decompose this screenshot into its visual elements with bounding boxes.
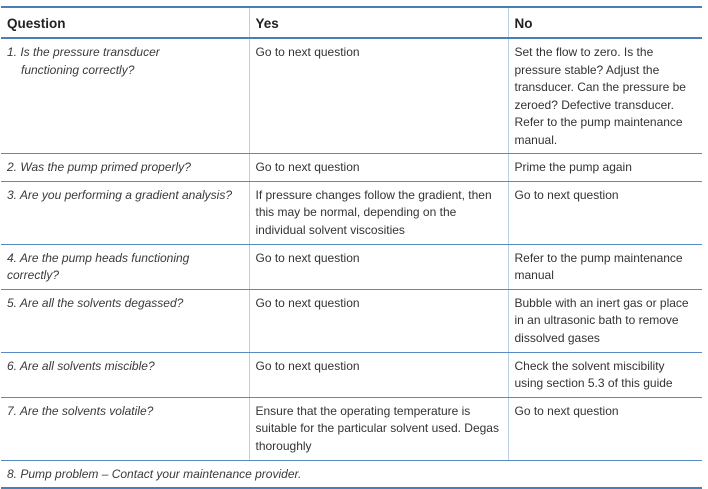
no-cell: Prime the pump again [508,154,702,182]
header-yes: Yes [249,7,508,38]
question-cell: 2. Was the pump primed properly? [1,154,249,182]
question-cell: 6. Are all solvents miscible? [1,352,249,397]
table-row [1,244,702,289]
table-row [1,38,702,154]
yes-cell: If pressure changes follow the gradient, then this may be normal, depending on the individual solvent viscosities [249,181,508,244]
no-cell: Go to next question [508,181,702,244]
yes-cell: Go to next question [249,38,508,154]
question-cell: 4. Are the pump heads functioning correctly? [1,244,249,289]
footer-row [1,460,702,488]
table-row [1,154,702,182]
yes-cell: Go to next question [249,289,508,352]
table-row [1,289,702,352]
no-cell: Refer to the pump maintenance manual [508,244,702,289]
yes-cell: Ensure that the operating temperature is suitable for the particular solvent used. Degas thoroughly [249,397,508,460]
yes-cell: Go to next question [249,352,508,397]
no-cell: Bubble with an inert gas or place in an ultrasonic bath to remove dissolved gases [508,289,702,352]
no-cell: Go to next question [508,397,702,460]
question-cell: 7. Are the solvents volatile? [1,397,249,460]
footer-row-cell: 8. Pump problem – Contact your maintenance provider. [1,460,702,488]
question-cell: 5. Are all the solvents degassed? [1,289,249,352]
question-line-2: functioning correctly? [21,62,135,77]
question-cell [1,38,249,154]
no-cell: Set the flow to zero. Is the pressure stable? Adjust the transducer. Can the pressure be zeroed? Defective transducer. Refer to the pump maintenance manual. [508,38,702,154]
no-cell: Check the solvent miscibility using section 5.3 of this guide [508,352,702,397]
table-row [1,397,702,460]
header-question: Question [1,7,249,38]
yes-cell: Go to next question [249,154,508,182]
table-row [1,181,702,244]
table-row [1,352,702,397]
troubleshooting-table [1,6,702,489]
header-no: No [508,7,702,38]
question-line-1: 1. Is the pressure transducer [7,45,160,59]
header-row [1,7,702,38]
yes-cell: Go to next question [249,244,508,289]
question-cell: 3. Are you performing a gradient analysis? [1,181,249,244]
